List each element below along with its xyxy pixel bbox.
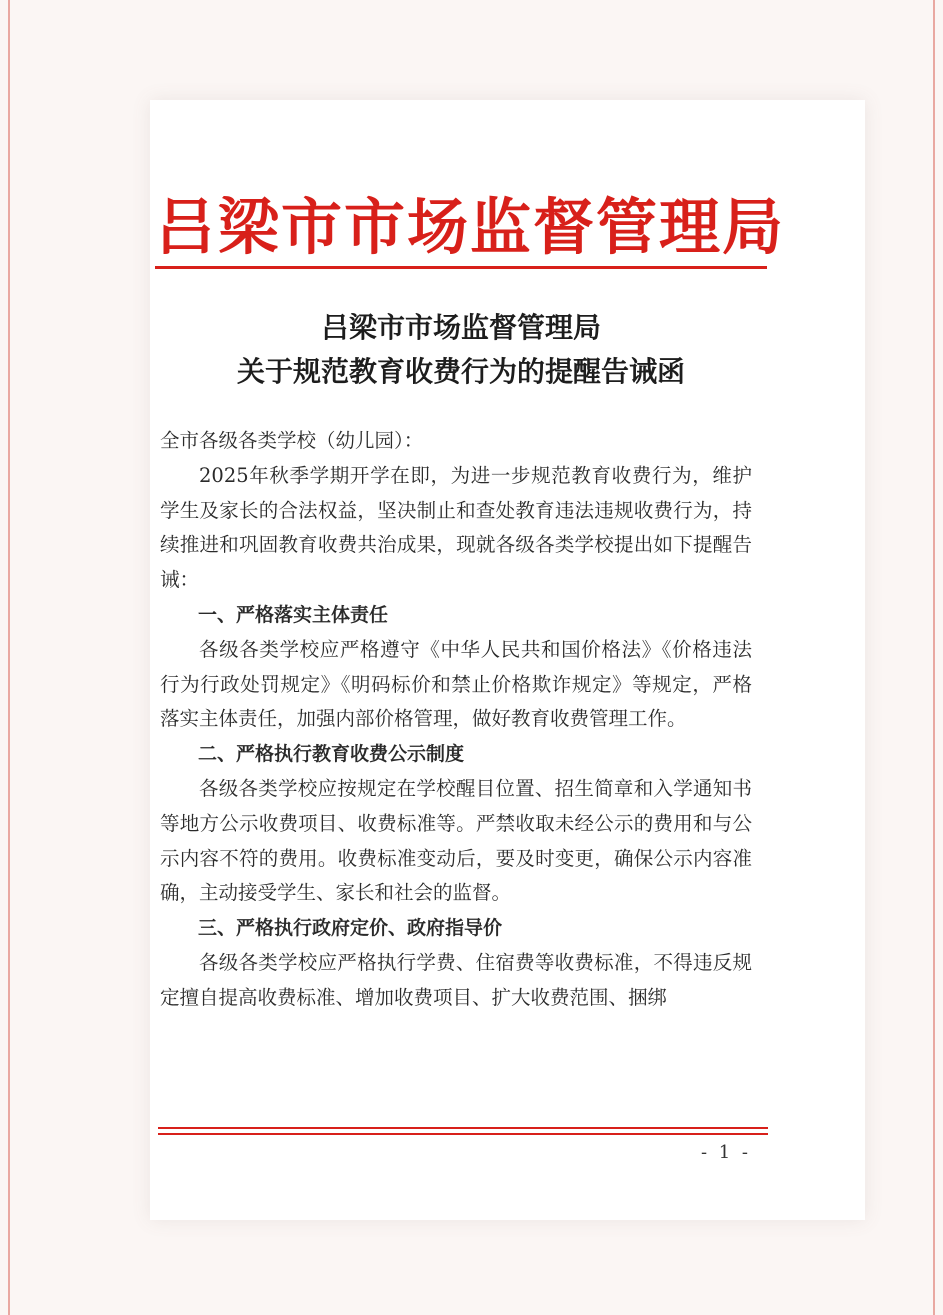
section-heading: 三、严格执行政府定价、政府指导价 [198, 917, 503, 940]
section-heading: 一、严格落实主体责任 [198, 603, 389, 626]
salutation: 全市各级各类学校（幼儿园）： [160, 429, 424, 452]
intro-paragraph: 2025年秋季学期开学在即，为进一步规范教育收费行为，维护学生及家长的合法权益，坚决制止和查处教育违法违规收费行为，持续推进和巩固教育收费共治成果，现就各级各类学校提出如下提醒告诫： [160, 463, 752, 592]
footer-red-rule-top [158, 1127, 768, 1129]
page-number: - 1 - [700, 1142, 751, 1163]
document-title-line-2: 关于规范教育收费行为的提醒告诫函 [236, 355, 685, 388]
section-paragraph: 各级各类学校应严格执行学费、住宿费等收费标准，不得违反规定擅自提高收费标准、增加收费项目、扩大收费范围、捆绑 [160, 950, 752, 1009]
red-masthead: 吕梁市市场监督管理局 [155, 192, 786, 263]
document-title-line-1: 吕梁市市场监督管理局 [320, 311, 601, 344]
footer-red-rule-bottom [158, 1133, 768, 1135]
section-paragraph: 各级各类学校应严格遵守《中华人民共和国价格法》《价格违法行为行政处罚规定》《明码标价和禁止价格欺诈规定》等规定，严格落实主体责任，加强内部价格管理，做好教育收费管理工作。 [160, 637, 752, 731]
left-border-line [8, 0, 10, 1315]
document-body [160, 424, 752, 1016]
section-paragraph: 各级各类学校应按规定在学校醒目位置、招生简章和入学通知书等地方公示收费项目、收费标准等。严禁收取未经公示的费用和与公示内容不符的费用。收费标准变动后，要及时变更，确保公示内容准确，主动接受学生、家长和社会的监督。 [160, 776, 752, 905]
masthead-red-rule [155, 266, 767, 269]
right-border-line [933, 0, 935, 1315]
section-heading: 二、严格执行教育收费公示制度 [198, 743, 465, 766]
